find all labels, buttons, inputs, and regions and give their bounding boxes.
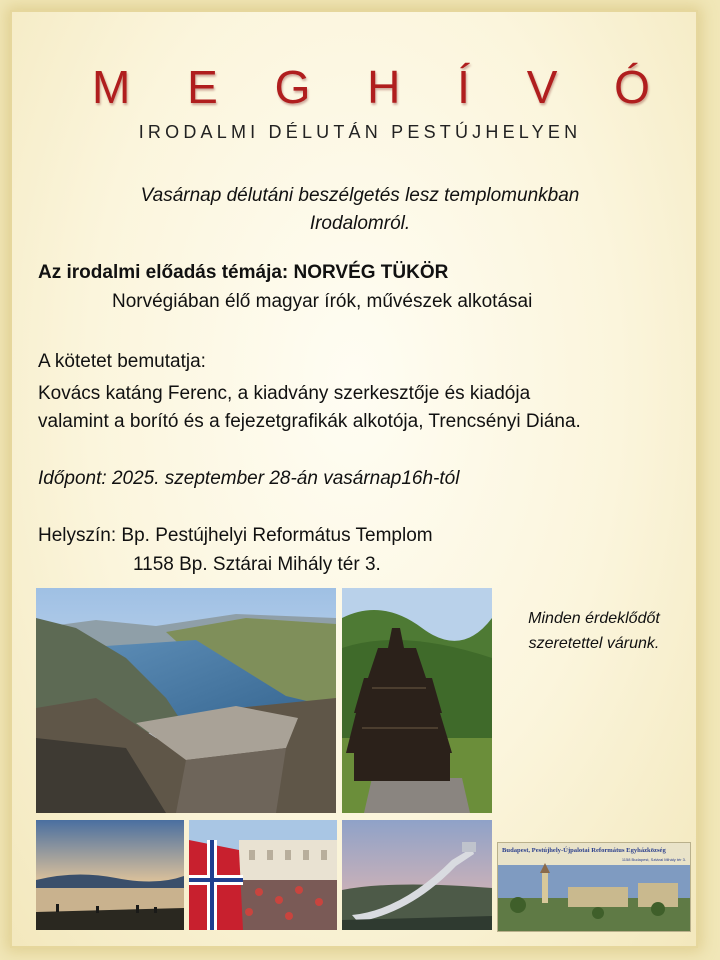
- location-line-2: 1158 Bp. Sztárai Mihály tér 3.: [133, 554, 381, 575]
- page-subtitle: IRODALMI DÉLUTÁN PESTÚJHELYEN: [138, 122, 582, 142]
- presenters-heading: A kötetet bemutatja:: [38, 351, 206, 372]
- presenters-line-2: valamint a borító és a fejezetgrafikák alkotója, Trencsényi Diána.: [38, 411, 581, 432]
- invitation-text: [496, 606, 692, 656]
- flag-celebration-photo: [189, 820, 337, 930]
- presenters-line-1: Kovács katáng Ferenc, a kiadvány szerkesztője és kiadója: [38, 383, 531, 404]
- location-line-1: Helyszín: Bp. Pestújhelyi Református Templom: [38, 525, 433, 546]
- invitation-line-2: szeretettel várunk.: [528, 635, 660, 652]
- logo-subtitle: 1158 Budapest, Sztárai Mihály tér 3.: [621, 857, 686, 862]
- lake-sunset-photo: [36, 820, 184, 930]
- event-time: Időpont: 2025. szeptember 28-án vasárnap16h-tól: [38, 468, 460, 489]
- page-title: M E G H Í V Ó: [92, 61, 672, 113]
- topic-description: Norvégiában élő magyar írók, művészek alkotásai: [112, 291, 533, 312]
- intro-text: [60, 182, 660, 238]
- invitation-line-1: Minden érdeklődőt: [528, 610, 660, 627]
- topic-label: Az irodalmi előadás témája: NORVÉG TÜKÖR: [38, 262, 449, 283]
- intro-line-1: Vasárnap délutáni beszélgetés lesz templomunkban: [140, 185, 580, 206]
- ski-jump-photo: [342, 820, 492, 930]
- fjord-photo: [36, 588, 336, 813]
- church-logo-banner: [497, 842, 691, 932]
- logo-title: Budapest, Pestújhely-Újpalotai Református Egyházközség: [502, 847, 666, 854]
- stave-church-photo: [342, 588, 492, 813]
- intro-line-2: Irodalomról.: [309, 213, 411, 234]
